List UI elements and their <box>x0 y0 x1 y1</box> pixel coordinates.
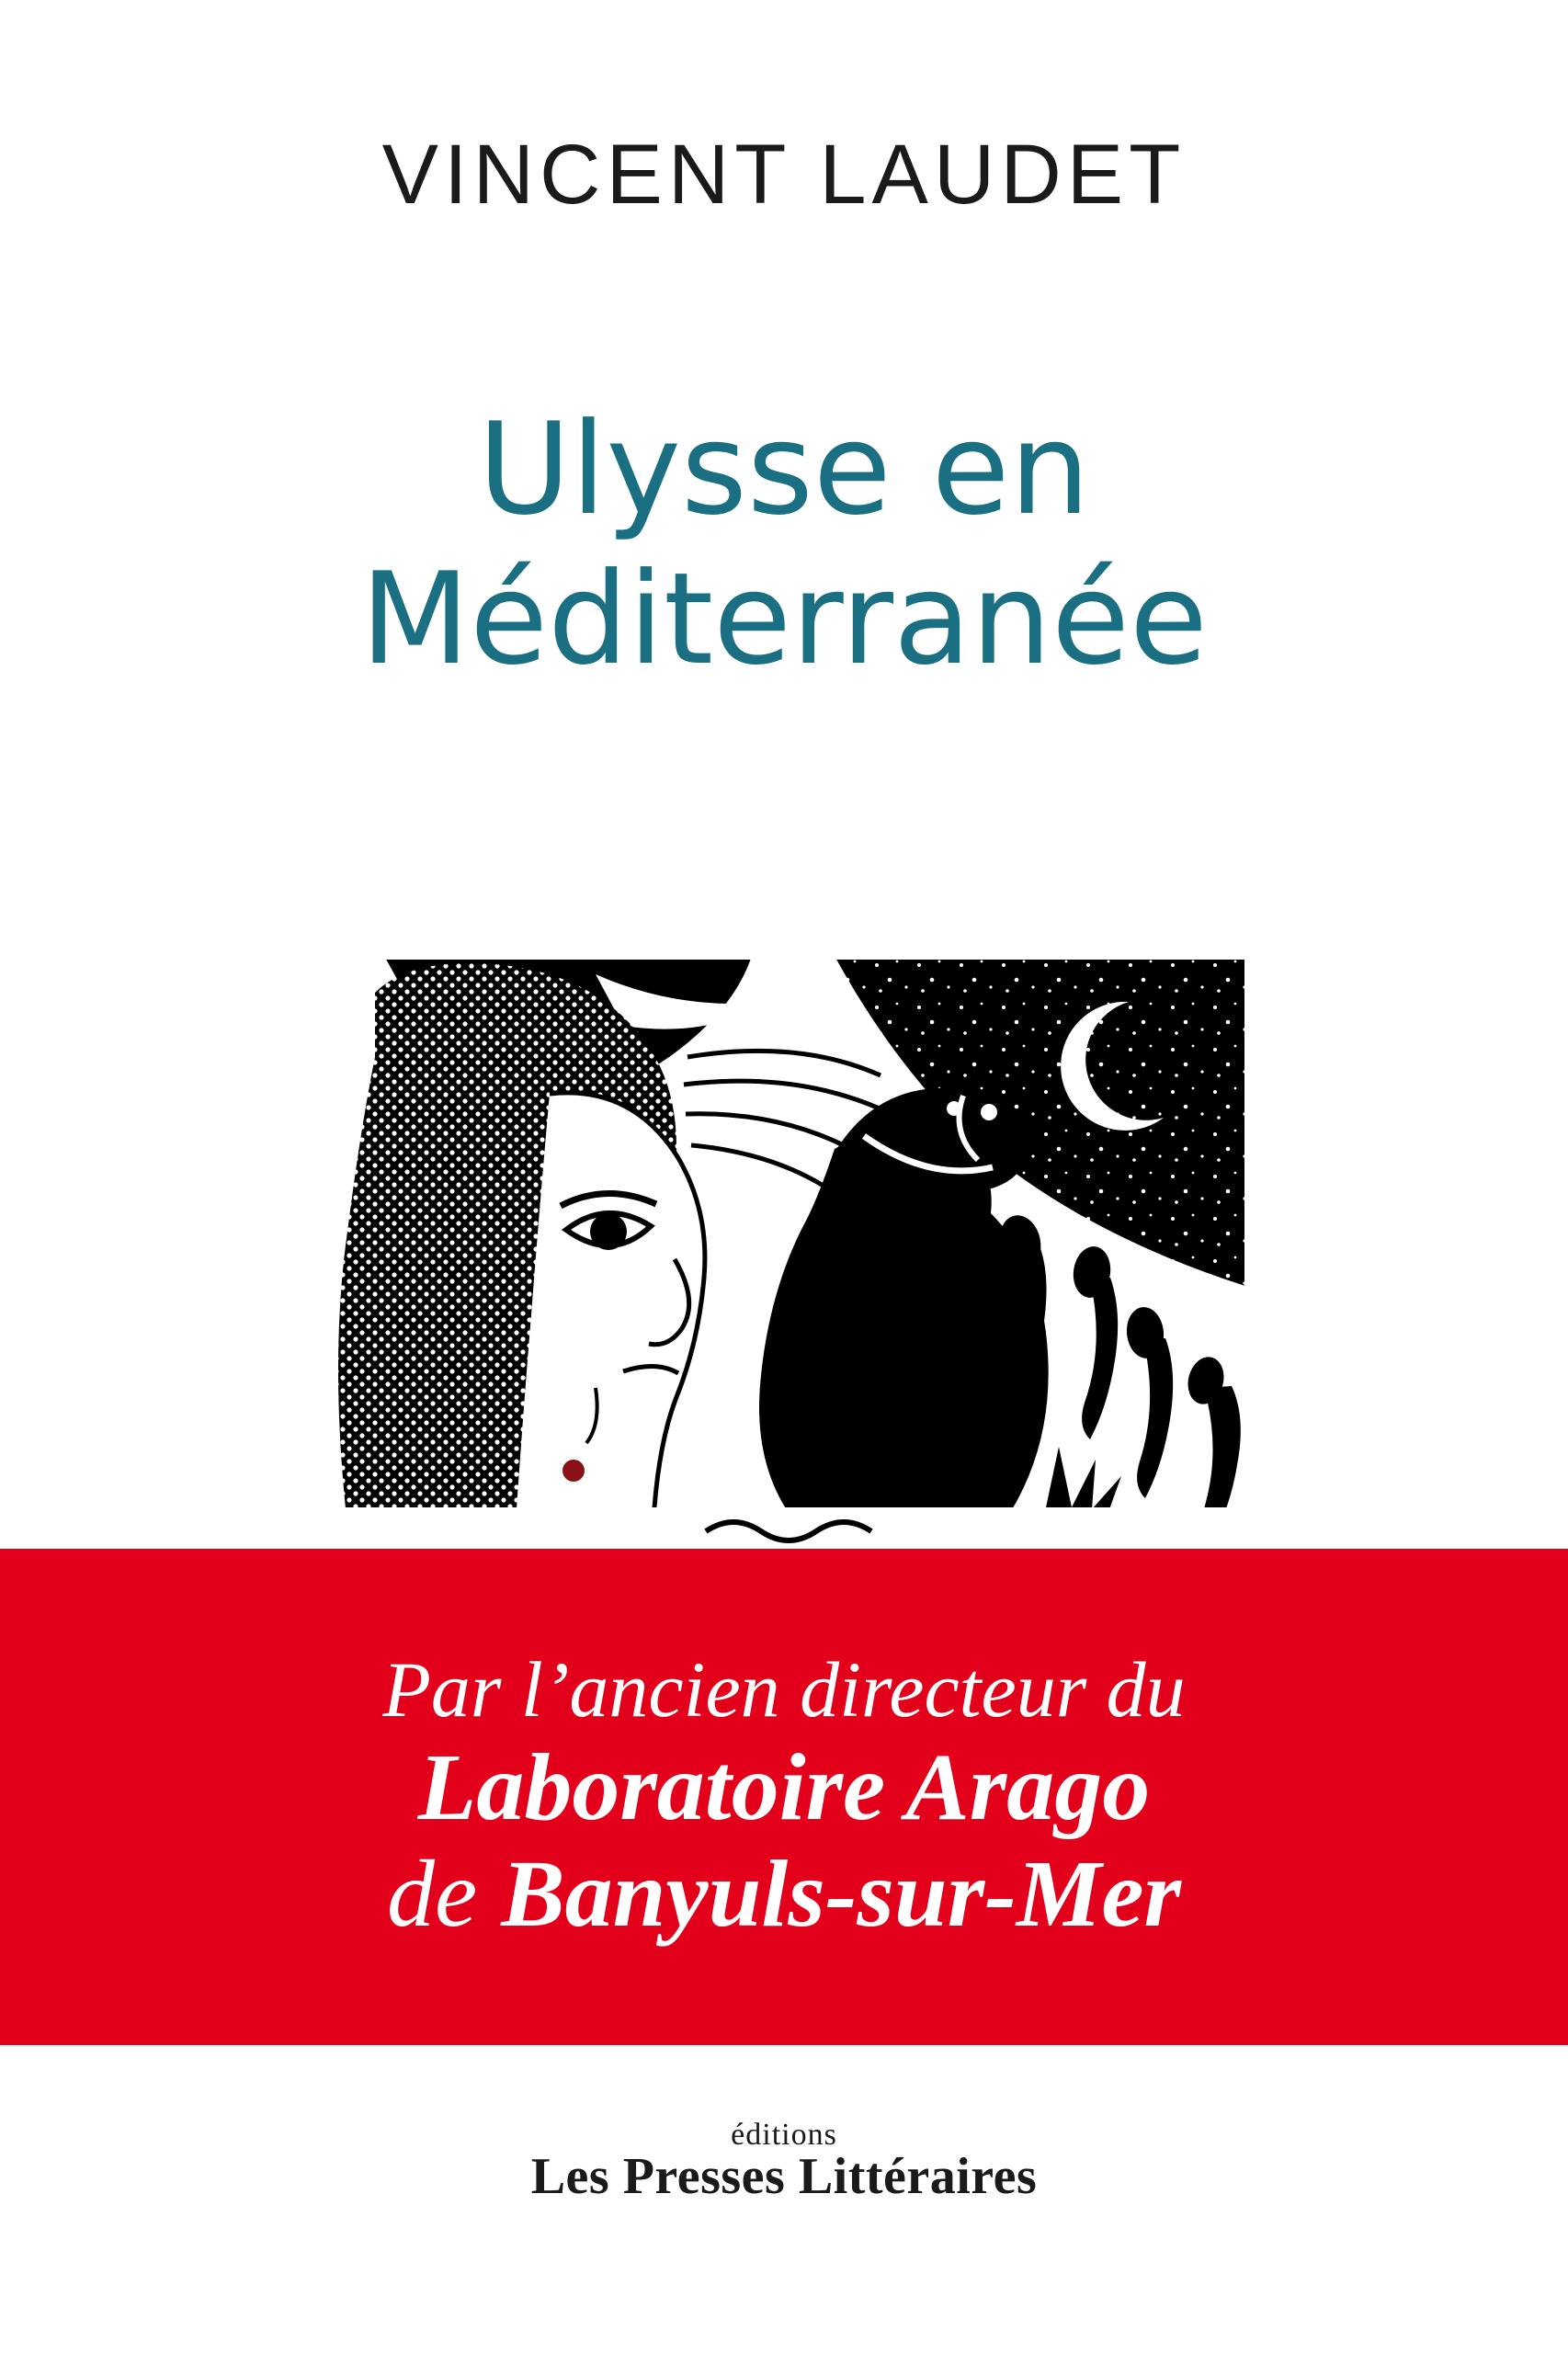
title-line-1: Ulysse en <box>478 395 1090 543</box>
publisher-logo <box>0 2118 1568 2206</box>
publisher-prefix: éditions <box>731 2118 837 2152</box>
banner-line-3-main: Banyuls-sur-Mer <box>501 1841 1181 1948</box>
banner-line-3 <box>387 1841 1181 1948</box>
banner-line-3-lead: de <box>387 1841 502 1948</box>
banner-line-2: Laboratoire Arago <box>417 1733 1151 1840</box>
promo-banner <box>0 1549 1568 2045</box>
title-line-2: Méditerranée <box>360 544 1208 693</box>
book-title <box>0 395 1568 695</box>
author-name: VINCENT LAUDET <box>381 128 1187 222</box>
publisher-name: Les Presses Littéraires <box>530 2148 1038 2205</box>
ulysse-woodcut-illustration <box>320 956 1248 1563</box>
banner-line-1: Par l’ancien directeur du <box>382 1645 1186 1734</box>
